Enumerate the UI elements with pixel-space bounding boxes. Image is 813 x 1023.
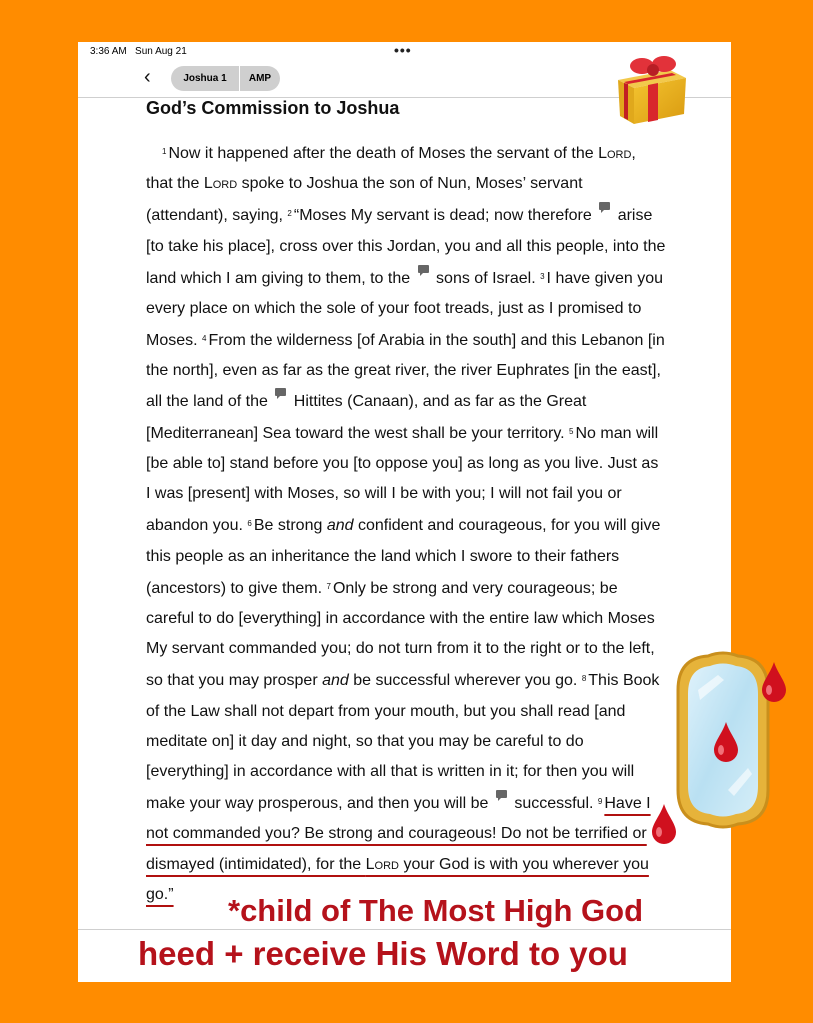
verse-text: This Book of the Law shall not depart from your mouth, but you shall read [and meditate on] it day and night, so that you may be careful to do [everything] in accordance with all that is written in it; for then you will make your way prosperous, and then you will be (146, 672, 660, 813)
verse-text: spoke to Joshua the son of Nun, Moses’ servant (attendant), saying, (146, 175, 583, 225)
verse-text: sons of Israel. (436, 269, 541, 287)
passage-selector[interactable] (171, 66, 280, 91)
footer-divider (78, 929, 731, 930)
more-icon[interactable]: ••• (394, 42, 412, 58)
verse-text: Have I not commanded you? Be strong and courageous! Do not be terrified or dismayed (intimidated), for the (146, 795, 651, 873)
verse-text: No man will [be able to] stand before you [to oppose you] as long as you live. Just as I was [present] with Moses, so will I be with you; I will not fail you or abandon you. (146, 424, 659, 535)
section-heading: God’s Commission to Joshua (146, 98, 400, 118)
comment-icon[interactable] (418, 265, 429, 273)
comment-icon[interactable] (275, 388, 286, 396)
status-date: Sun Aug 21 (135, 46, 187, 57)
book-chapter-button[interactable]: Joshua 1 (183, 73, 227, 84)
verse-number: 7 (326, 581, 331, 591)
comment-icon[interactable] (599, 202, 610, 210)
verse-number: 2 (287, 209, 292, 219)
verse-number: 4 (202, 334, 207, 344)
caption-line-1: *child of The Most High God (228, 893, 644, 928)
verse-number: 9 (597, 797, 603, 807)
verse-text: Now it happened after the death of Moses the servant of the (168, 145, 599, 162)
gift-icon (612, 52, 692, 130)
blood-drop-icon (650, 802, 678, 844)
verse-text: Be strong (253, 517, 327, 535)
verse-text: , that the (146, 145, 636, 193)
verse-text: your God is with you wherever you go.” (146, 855, 649, 903)
caption-line-2: heed + receive His Word to you (138, 935, 628, 972)
blood-drop-icon (760, 660, 788, 702)
verse-text: be successful wherever you go. (348, 672, 582, 690)
verse-number: 3 (540, 271, 545, 281)
blood-drop-icon (712, 720, 740, 762)
lord-text: Lord (365, 855, 399, 873)
verse-number: 5 (569, 426, 574, 436)
version-button[interactable]: AMP (239, 66, 280, 91)
comment-icon[interactable] (496, 790, 507, 798)
verse-text: confident and courageous, for you will give this people as an inheritance the land which I swore to their fathers (ancestors) to give them. (146, 517, 661, 597)
verse-text: “Moses My servant is dead; now therefore (293, 207, 592, 225)
verse-text: I have given you every place on which the sole of your foot treads, just as I promised to Moses. (146, 269, 664, 350)
verse-text: Only be strong and very courageous; be careful to do [everything] in accordance with the entire law which Moses My servant commanded you; do not turn from it to the right or to the left, so that you may prosper (146, 579, 655, 690)
verse-text: arise [to take his place], cross over this Jordan, you and all this people, into the land which I am giving to them, to the (146, 207, 666, 287)
status-time: 3:36 AM (90, 46, 127, 57)
verse-number: 6 (247, 519, 252, 529)
verse-text: successful. (514, 795, 598, 813)
italic-text: and (326, 517, 354, 535)
lord-text: Lord (203, 175, 238, 193)
verse-text: From the wilderness [of Arabia in the south] and this Lebanon [in the north], even as far as the great river, the river Euphrates [in the east], all the land of the (146, 332, 665, 410)
italic-text: and (322, 672, 349, 690)
verse-number: 8 (581, 674, 587, 684)
lord-text: Lord (598, 145, 632, 162)
bible-screen (78, 42, 731, 982)
chapter-text (146, 137, 666, 910)
verse-text: Hittites (Canaan), and as far as the Great [Mediterranean] Sea toward the west shall be your territory. (146, 392, 587, 442)
back-chevron-icon[interactable]: ‹ (144, 66, 151, 88)
status-bar (90, 46, 187, 57)
verse-number: 1 (162, 147, 167, 156)
